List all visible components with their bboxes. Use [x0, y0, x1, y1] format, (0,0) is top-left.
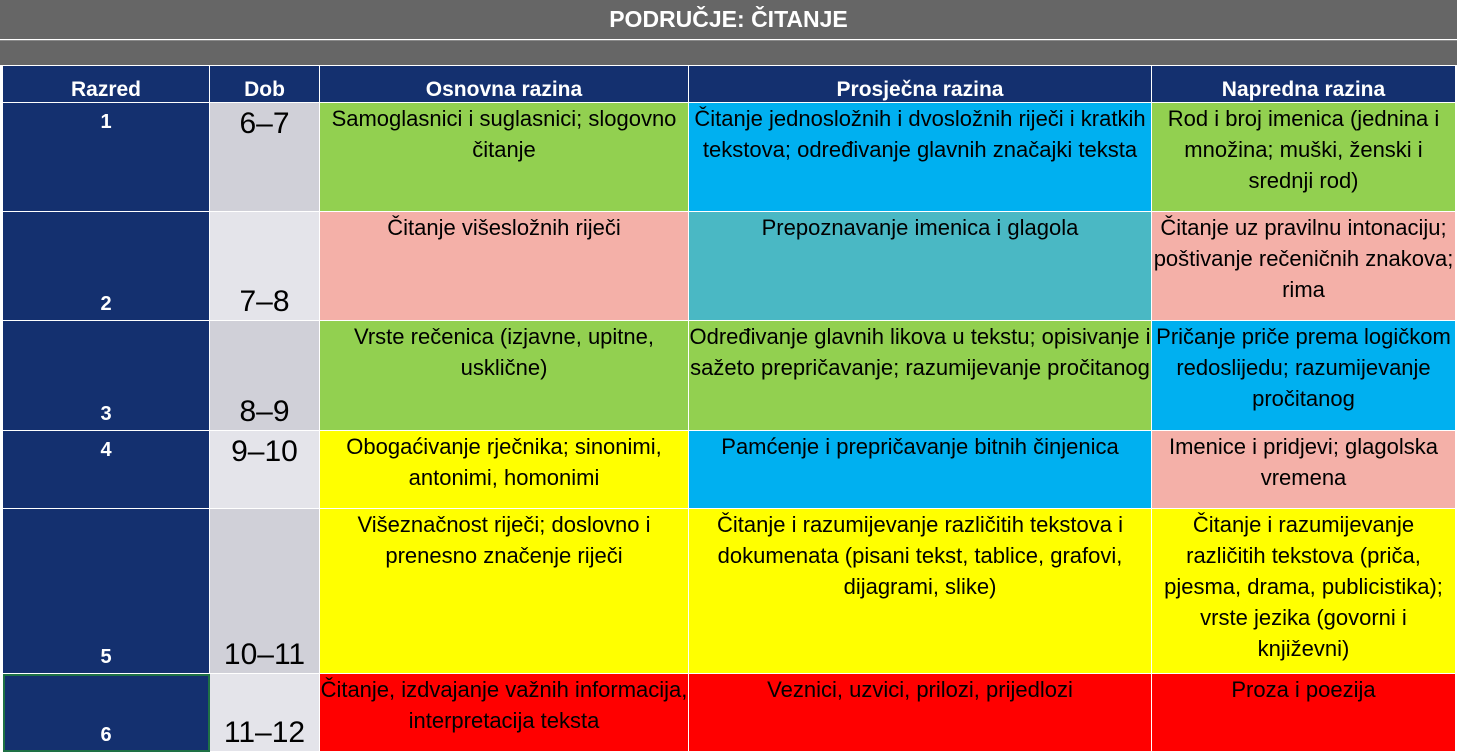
table-row: [3, 103, 1456, 212]
osnovna-cell[interactable]: Čitanje višesložnih riječi: [320, 212, 689, 321]
header-osnovna-razina[interactable]: Osnovna razina: [320, 66, 689, 103]
prosjecna-cell[interactable]: Čitanje i razumijevanje različitih tekstova i dokumenata (pisani tekst, tablice, grafovi, dijagrami, slike): [689, 509, 1152, 674]
prosjecna-cell[interactable]: Pamćenje i prepričavanje bitnih činjenica: [689, 431, 1152, 509]
header-napredna-razina[interactable]: Napredna razina: [1152, 66, 1456, 103]
header-razred[interactable]: Razred: [3, 66, 210, 103]
razred-cell[interactable]: 2: [3, 212, 210, 321]
osnovna-cell[interactable]: Čitanje, izdvajanje važnih informacija, interpretacija teksta: [320, 674, 689, 752]
napredna-cell[interactable]: Imenice i pridjevi; glagolska vremena: [1152, 431, 1456, 509]
dob-cell[interactable]: 10–11: [210, 509, 320, 674]
osnovna-cell[interactable]: Višeznačnost riječi; doslovno i prenesno značenje riječi: [320, 509, 689, 674]
sheet-title: PODRUČJE: ČITANJE: [609, 6, 848, 32]
empty-band-row[interactable]: [0, 40, 1457, 65]
table-row: [3, 212, 1456, 321]
osnovna-cell[interactable]: Vrste rečenica (izjavne, upitne, usklične): [320, 321, 689, 431]
table-row: [3, 431, 1456, 509]
razred-cell[interactable]: 1: [3, 103, 210, 212]
razred-cell[interactable]: 3: [3, 321, 210, 431]
napredna-cell[interactable]: Čitanje i razumijevanje različitih tekstova (priča, pjesma, drama, publicistika); vrste jezika (govorni i književni): [1152, 509, 1456, 674]
dob-cell[interactable]: 8–9: [210, 321, 320, 431]
prosjecna-cell[interactable]: Veznici, uzvici, prilozi, prijedlozi: [689, 674, 1152, 752]
napredna-cell[interactable]: [1152, 103, 1456, 212]
prosjecna-cell[interactable]: Prepoznavanje imenica i glagola: [689, 212, 1152, 321]
napredna-text: Rod i broj imenica (jednina i množina; muški, ženski i srednji rod): [1167, 106, 1440, 193]
table-row: [3, 321, 1456, 431]
header-prosjecna-razina[interactable]: Prosječna razina: [689, 66, 1152, 103]
napredna-cell[interactable]: Proza i poezija: [1152, 674, 1456, 752]
osnovna-cell[interactable]: Samoglasnici i suglasnici; slogovno čitanje: [320, 103, 689, 212]
header-dob[interactable]: Dob: [210, 66, 320, 103]
osnovna-cell[interactable]: Obogaćivanje rječnika; sinonimi, antonimi, homonimi: [320, 431, 689, 509]
dob-cell[interactable]: 6–7: [210, 103, 320, 212]
napredna-cell[interactable]: Pričanje priče prema logičkom redoslijedu; razumijevanje pročitanog: [1152, 321, 1456, 431]
dob-cell[interactable]: 7–8: [210, 212, 320, 321]
razred-cell-selected[interactable]: 6: [3, 674, 210, 752]
prosjecna-cell[interactable]: Određivanje glavnih likova u tekstu; opisivanje i sažeto prepričavanje; razumijevanje pročitanog: [689, 321, 1152, 431]
napredna-cell[interactable]: Čitanje uz pravilnu intonaciju; poštivanje rečeničnih znakova; rima: [1152, 212, 1456, 321]
razred-cell[interactable]: 5: [3, 509, 210, 674]
dob-cell[interactable]: 11–12: [210, 674, 320, 752]
dob-cell[interactable]: 9–10: [210, 431, 320, 509]
curriculum-table: [2, 65, 1456, 752]
header-row: [3, 66, 1456, 103]
table-row: [3, 509, 1456, 674]
prosjecna-cell[interactable]: Čitanje jednosložnih i dvosložnih riječi i kratkih tekstova; određivanje glavnih značajki teksta: [689, 103, 1152, 212]
sheet-title-band[interactable]: [0, 0, 1457, 39]
table-row: [3, 674, 1456, 752]
razred-cell[interactable]: 4: [3, 431, 210, 509]
